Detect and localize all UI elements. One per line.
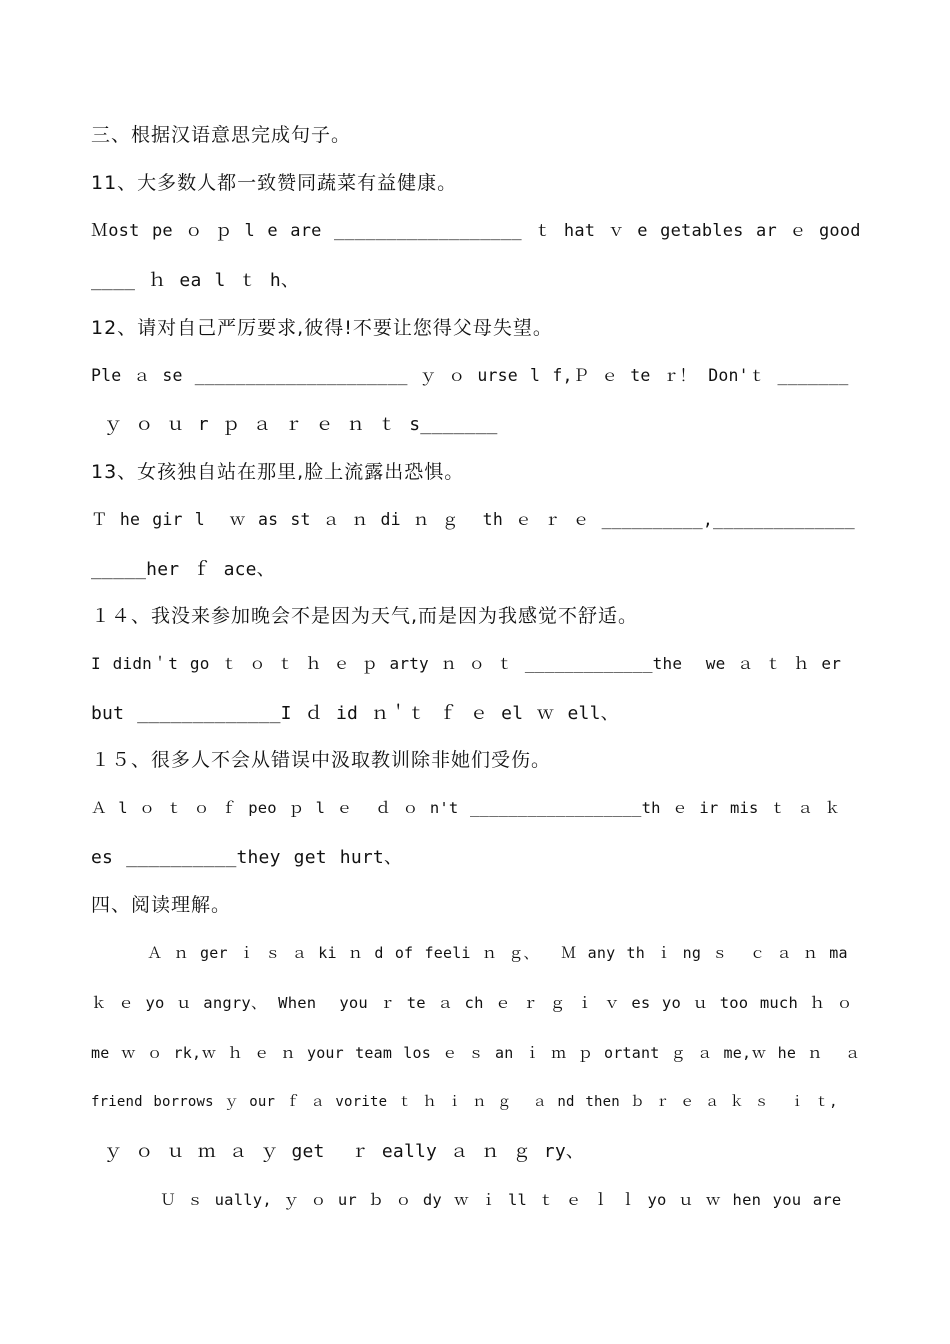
section-4-heading: 四、阅读理解。: [91, 894, 232, 916]
section-3-heading: 三、根据汉语意思完成句子。: [91, 124, 352, 146]
question-13-english-line-2: _____her ｆ ace、: [91, 559, 275, 580]
reading-paragraph-1-line-5: ｙ ｏ ｕ ｍ ａ ｙ get ｒ eally ａ ｎ ｇ ry、: [91, 1141, 585, 1162]
reading-paragraph-1-line-3: me ｗ ｏ rk,ｗ ｈ ｅ ｎ your team los ｅ ｓ an ｉ ｍ ｐ ortant ｇ ａ me,ｗ he ｎ ａ: [91, 1044, 861, 1062]
question-14-chinese: １４、我没来参加晚会不是因为天气,而是因为我感觉不舒适。: [91, 605, 639, 627]
reading-paragraph-2-line-1: Ｕ ｓ ually, ｙ ｏ ur ｂ ｏ dy ｗ ｉ ll ｔ ｅ ｌ ｌ yo ｕ ｗ hen you are: [91, 1191, 842, 1209]
question-12-english-line-2: ｙ ｏ ｕ r ｐ ａ ｒ ｅ ｎ ｔ s_______: [91, 414, 498, 435]
question-12-chinese: 12、请对自己严厉要求,彼得!不要让您得父母失望。: [91, 317, 553, 339]
question-11-english-line-2: ____ ｈ ea l ｔ h、: [91, 270, 300, 291]
question-15-chinese: １５、很多人不会从错误中汲取教训除非她们受伤。: [91, 749, 552, 771]
question-11-english-line-1: Ｍost pe ｏ ｐ l e are __________________ ｔ hat ｖ e getables ar ｅ good: [91, 221, 861, 241]
question-15-english-line-1: Ａ l ｏ ｔ ｏ ｆ peo ｐ l ｅ ｄ ｏ n't __________________th ｅ ir mis ｔ ａ ｋ: [91, 799, 841, 817]
document-page: [91, 0, 861, 1344]
reading-paragraph-1-line-2: ｋ ｅ yo ｕ angry、 When you ｒ te ａ ch ｅ ｒ ｇ ｉ ｖ es yo ｕ too much ｈ ｏ: [91, 994, 853, 1012]
question-11-chinese: 11、大多数人都一致赞同蔬菜有益健康。: [91, 172, 458, 194]
reading-paragraph-1-line-4: friend borrows ｙ our ｆ ａ vorite ｔ ｈ ｉ ｎ ｇ ａ nd then ｂ ｒ ｅ ａ ｋ ｓ ｉ ｔ,: [91, 1094, 838, 1110]
question-14-english-line-1: I didn＇t go ｔ ｏ ｔ ｈ ｅ ｐ arty ｎ ｏ ｔ _____________the we ａ ｔ ｈ er: [91, 654, 842, 673]
question-12-english-line-1: Ple ａ se _____________________ ｙ ｏ urse l f,Ｐ ｅ te ｒ！ Don'ｔ _______: [91, 366, 849, 385]
question-13-chinese: 13、女孩独自站在那里,脸上流露出恐惧。: [91, 461, 465, 483]
question-15-english-line-2: es __________they get hurt、: [91, 847, 403, 868]
question-14-english-line-2: but _____________I ｄ id ｎ＇ｔ ｆ ｅ el ｗ ell、: [91, 703, 619, 724]
reading-paragraph-1-line-1: Ａ ｎ ger ｉ ｓ ａ ki ｎ d of feeli ｎ ｇ、 Ｍ any th ｉ ng ｓ ｃ ａ ｎ ma: [91, 944, 848, 962]
question-13-english-line-1: Ｔ he gir l ｗ as st ａ ｎ di ｎ ｇ th ｅ ｒ ｅ __________,______________: [91, 510, 855, 529]
